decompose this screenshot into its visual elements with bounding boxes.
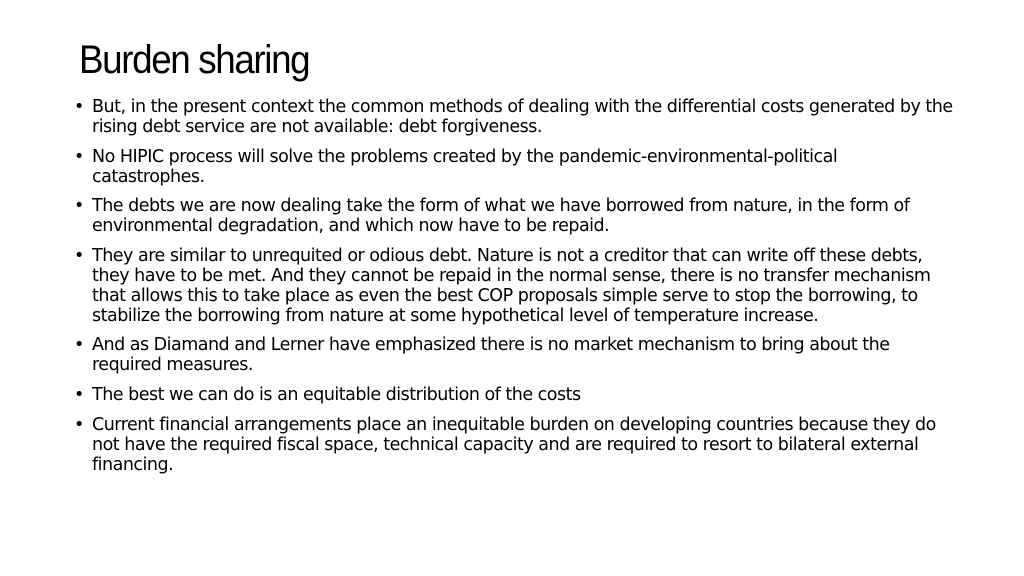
bullet-item: • They are similar to unrequited or odious debt. Nature is not a creditor that can write off these debts, they have to be met. And they cannot be repaid in the normal sense, there is no transfer mechanism that allows this to take place as even the best COP proposals simple serve to stop the borrowing, to stabilize the borrowing from nature at some hypothetical level of temperature increase. — [74, 246, 954, 326]
bullet-list — [74, 97, 954, 484]
bullet-item: • No HIPIC process will solve the problems created by the pandemic-environmental-political catastrophes. — [74, 147, 954, 187]
bullet-item: • The best we can do is an equitable distribution of the costs — [74, 385, 954, 405]
bullet-item: • The debts we are now dealing take the form of what we have borrowed from nature, in the form of environmental degradation, and which now have to be repaid. — [74, 196, 954, 236]
bullet-item: • But, in the present context the common methods of dealing with the differential costs generated by the rising debt service are not available: debt forgiveness. — [74, 97, 954, 137]
slide-title: Burden sharing — [79, 38, 310, 82]
bullet-item: • Current financial arrangements place an inequitable burden on developing countries because they do not have the required fiscal space, technical capacity and are required to resort to bilateral external financing. — [74, 415, 954, 475]
bullet-item: • And as Diamand and Lerner have emphasized there is no market mechanism to bring about the required measures. — [74, 335, 954, 375]
